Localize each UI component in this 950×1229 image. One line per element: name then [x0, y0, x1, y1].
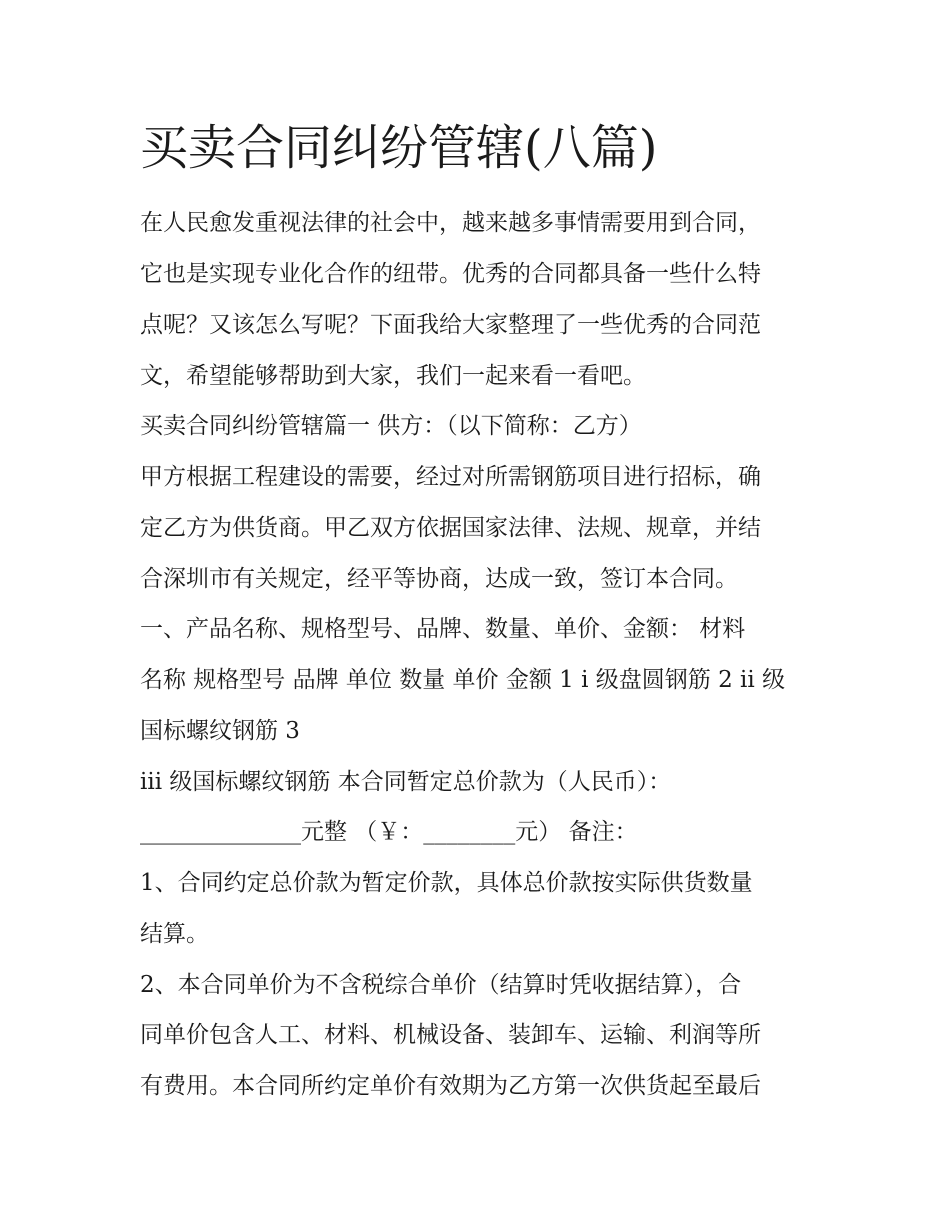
section-heading-line: 买卖合同纠纷管辖篇一 供方：（以下简称：乙方） — [140, 413, 642, 439]
body-line: 同单价包含人工、材料、机械设备、装卸车、运输、利润等所 — [140, 1022, 761, 1048]
body-line: 名称 规格型号 品牌 单位 数量 单价 金额 1 i 级盘圆钢筋 2 ii 级 — [140, 667, 786, 693]
body-line: 文，希望能够帮助到大家，我们一起来看一看吧。 — [140, 363, 646, 389]
body-line: 1、合同约定总价款为暂定价款，具体总价款按实际供货数量 — [140, 870, 753, 896]
document-title: 买卖合同纠纷管辖(八篇) — [140, 120, 658, 176]
body-line: 在人民愈发重视法律的社会中，越来越多事情需要用到合同， — [140, 210, 761, 236]
body-line: 甲方根据工程建设的需要，经过对所需钢筋项目进行招标，确 — [140, 464, 761, 490]
body-line: 有费用。本合同所约定单价有效期为乙方第一次供货起至最后 — [140, 1073, 761, 1099]
body-line: iii 级国标螺纹钢筋 本合同暂定总价款为（人民币）： — [140, 769, 672, 795]
body-line: 结算。 — [140, 921, 209, 947]
body-line: 一、产品名称、规格型号、品牌、数量、单价、金额： 材料 — [140, 616, 746, 642]
body-line: 它也是实现专业化合作的纽带。优秀的合同都具备一些什么特 — [140, 261, 761, 287]
body-line: 合深圳市有关规定，经平等协商，达成一致，签订本合同。 — [140, 566, 738, 592]
body-line: 定乙方为供货商。甲乙双方依据国家法律、法规、规章，并结 — [140, 515, 761, 541]
body-line: 点呢？又该怎么写呢？下面我给大家整理了一些优秀的合同范 — [140, 312, 761, 338]
body-line: ______________元整 （￥：________元） 备注： — [140, 819, 638, 845]
body-line: 国标螺纹钢筋 3 — [140, 718, 300, 744]
body-line: 2、本合同单价为不含税综合单价（结算时凭收据结算），合 — [140, 972, 742, 998]
